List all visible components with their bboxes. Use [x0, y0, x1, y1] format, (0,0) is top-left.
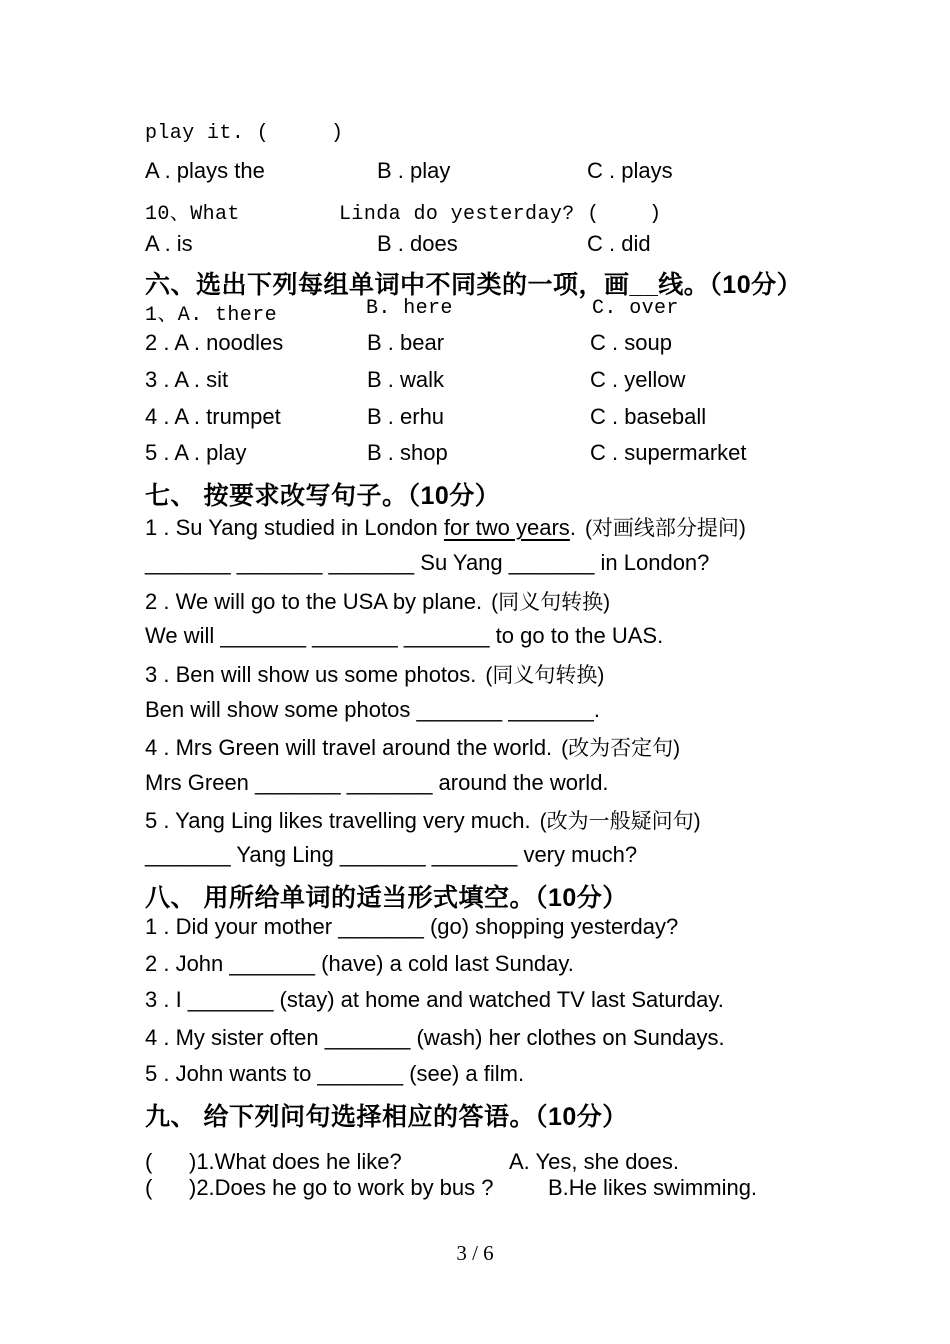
s9-row1-question: ( )1.What does he like?	[145, 1149, 402, 1174]
s7-item4-question-text: 4 . Mrs Green will travel around the world. (改为否定句)	[145, 735, 681, 760]
q9-stem-tail	[0, 122, 950, 154]
section7-heading	[0, 476, 950, 508]
section9-heading-text: 九、 给下列问句选择相应的答语。（10分）	[145, 1103, 628, 1131]
s6-r4-option-a: 4 . A . trumpet	[145, 404, 281, 429]
underlined-phrase: for two years	[443, 515, 570, 540]
page-number-text: 3 / 6	[456, 1241, 494, 1265]
q10-option-a: A . is	[145, 231, 193, 256]
rewrite-instruction: (同义句转换)	[491, 591, 611, 614]
s9-row2	[0, 1175, 950, 1207]
s7-item3-question-text: 3 . Ben will show us some photos. (同义句转换)	[145, 662, 605, 687]
s6-r4-option-b: B . erhu	[367, 404, 445, 429]
s6-r1-option-a: 1、A. there	[145, 304, 278, 327]
q10-option-b: B . does	[377, 231, 458, 256]
s6-r3-option-a: 3 . A . sit	[145, 367, 229, 392]
s6-r2-option-a: 2 . A . noodles	[145, 330, 284, 355]
rewrite-instruction: (对画线部分提问)	[584, 517, 746, 540]
s7-item2-question-text: 2 . We will go to the USA by plane. (同义句转换)	[145, 589, 611, 614]
s7-item2-question	[0, 586, 950, 618]
s6-r1-option-b: B. here	[366, 297, 453, 320]
s6-r5-option-a: 5 . A . play	[145, 440, 247, 465]
s6-r3-option-b: B . walk	[367, 367, 445, 392]
s7-item5-answer-blanks: _______ Yang Ling _______ _______ very much?	[145, 842, 638, 867]
section8-heading	[0, 878, 950, 910]
s7-item1-question	[0, 512, 950, 544]
s8-item4: 4 . My sister often _______ (wash) her clothes on Sundays.	[145, 1025, 725, 1050]
s9-row2-answer: B.He likes swimming.	[548, 1175, 758, 1200]
q9-option-c: C . plays	[587, 158, 673, 183]
section6-row-3	[0, 367, 950, 399]
s7-item5-question	[0, 805, 950, 837]
section6-row-2	[0, 330, 950, 362]
s6-r3-option-c: C . yellow	[590, 367, 686, 392]
s6-r1-option-c: C. over	[592, 297, 679, 320]
s8-item3: 3 . I _______ (stay) at home and watched TV last Saturday.	[145, 987, 724, 1012]
section6-row-5	[0, 440, 950, 472]
q9-stem-tail-text: play it. ( )	[145, 122, 344, 145]
s6-r5-option-c: C . supermarket	[590, 440, 747, 465]
s7-item3-answer-blanks: Ben will show some photos _______ _______.	[145, 697, 600, 722]
section9-heading	[0, 1097, 950, 1129]
s9-row2-question: ( )2.Does he go to work by bus ?	[145, 1175, 494, 1200]
q10-stem	[0, 196, 950, 228]
s7-item2-answer-blanks: We will _______ _______ _______ to go to the UAS.	[145, 623, 664, 648]
rewrite-instruction: (同义句转换)	[485, 664, 605, 687]
s7-item1-answer-blanks: _______ _______ _______ Su Yang _______ in London?	[145, 550, 710, 575]
s8-item5: 5 . John wants to _______ (see) a film.	[145, 1061, 525, 1086]
s6-r2-option-c: C . soup	[590, 330, 672, 355]
q9-option-a: A . plays the	[145, 158, 265, 183]
q10-option-c: C . did	[587, 231, 651, 256]
s6-r2-option-b: B . bear	[367, 330, 445, 355]
s9-row1-answer: A. Yes, she does.	[509, 1149, 680, 1174]
section7-heading-text: 七、 按要求改写句子。（10分）	[145, 482, 501, 510]
q9-options-row	[0, 158, 950, 190]
section6-row-1	[0, 297, 950, 329]
s8-item2: 2 . John _______ (have) a cold last Sunday.	[145, 951, 574, 976]
s7-item5-question-text: 5 . Yang Ling likes travelling very much. (改为一般疑问句)	[145, 808, 701, 833]
s6-r5-option-b: B . shop	[367, 440, 448, 465]
s6-r4-option-c: C . baseball	[590, 404, 707, 429]
section6-heading-text: 六、选出下列每组单词中不同类的一项，画__线。（10分）	[145, 271, 803, 299]
section8-heading-text: 八、 用所给单词的适当形式填空。（10分）	[145, 884, 628, 912]
q9-option-b: B . play	[377, 158, 451, 183]
s7-item4-question	[0, 732, 950, 764]
q10-stem-text: 10、What Linda do yesterday? ( )	[145, 203, 662, 226]
rewrite-instruction: (改为一般疑问句)	[539, 810, 701, 833]
s7-item1-question-text: 1 . Su Yang studied in London for two years. (对画线部分提问)	[145, 515, 746, 540]
section6-heading	[0, 265, 950, 297]
section6-row-4	[0, 404, 950, 436]
page-number	[0, 1240, 950, 1272]
rewrite-instruction: (改为否定句)	[561, 737, 681, 760]
s8-item1: 1 . Did your mother _______ (go) shopping yesterday?	[145, 914, 679, 939]
q10-options-row	[0, 231, 950, 263]
s7-item3-question	[0, 659, 950, 691]
s7-item4-answer-blanks: Mrs Green _______ _______ around the world.	[145, 770, 609, 795]
